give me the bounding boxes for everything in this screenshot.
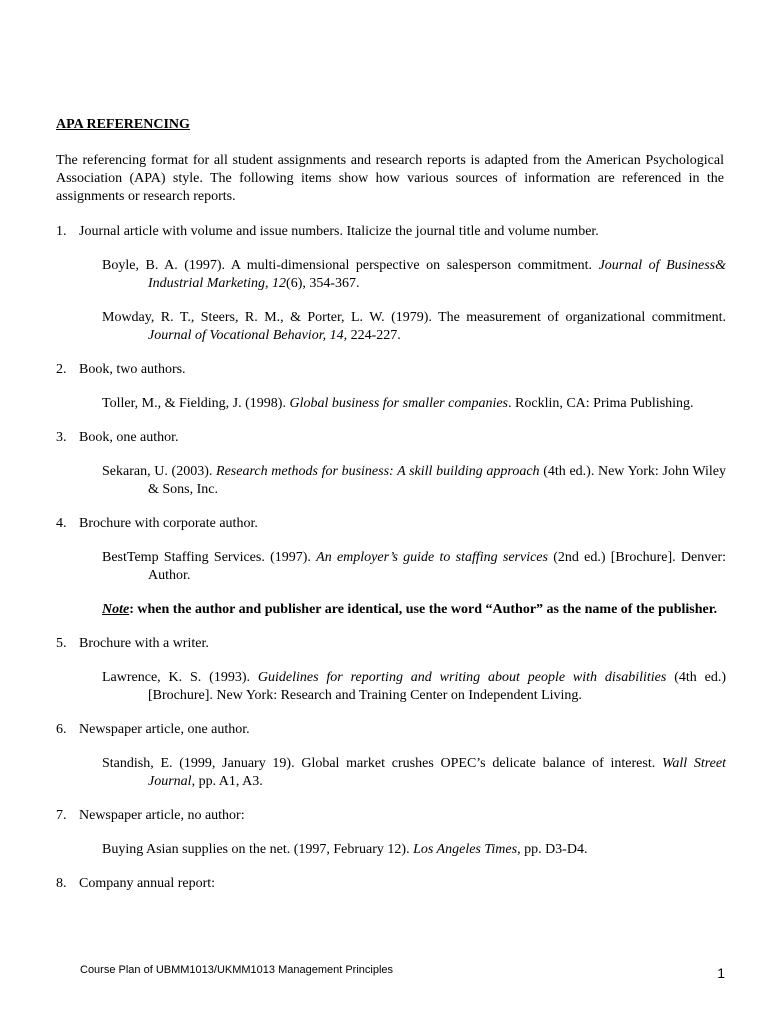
list-item bbox=[56, 635, 726, 705]
item-number: 6. bbox=[56, 722, 67, 737]
footer-course: Course Plan of UBMM1013/UKMM1013 Management Principles bbox=[80, 964, 394, 976]
list-item bbox=[56, 807, 726, 859]
page-footer bbox=[80, 964, 725, 981]
list-item bbox=[56, 223, 726, 345]
reference-entry: Buying Asian supplies on the net. (1997, February 12). Los Angeles Times, pp. D3-D4. bbox=[102, 842, 588, 857]
reference-entry: Standish, E. (1999, January 19). Global market crushes OPEC’s delicate balance of interest. Wall Street Journal, pp. A1, A3. bbox=[102, 756, 726, 789]
list-item bbox=[56, 429, 726, 499]
reference-entry: Lawrence, K. S. (1993). Guidelines for reporting and writing about people with disabilities (4th ed.) [Brochure]. New York: Research and Training Center on Independent Living. bbox=[102, 670, 726, 703]
note bbox=[102, 601, 726, 619]
item-title: Newspaper article, no author: bbox=[79, 808, 245, 823]
reference-entry: Toller, M., & Fielding, J. (1998). Global business for smaller companies. Rocklin, CA: Prima Publishing. bbox=[102, 396, 694, 411]
item-title: Company annual report: bbox=[79, 876, 216, 891]
item-title: Book, two authors. bbox=[79, 362, 186, 377]
item-title: Brochure with a writer. bbox=[79, 636, 209, 651]
item-number: 4. bbox=[56, 516, 67, 531]
list-item bbox=[56, 361, 726, 413]
list-item bbox=[56, 875, 726, 893]
item-title: Brochure with corporate author. bbox=[79, 516, 258, 531]
reference-entry: Mowday, R. T., Steers, R. M., & Porter, L. W. (1979). The measurement of organizational commitment. Journal of Vocational Behavior, 14, 224-227. bbox=[102, 310, 726, 343]
item-number: 3. bbox=[56, 430, 67, 445]
reference-entry: Sekaran, U. (2003). Research methods for business: A skill building approach (4th ed.). New York: John Wiley & Sons, Inc. bbox=[102, 464, 726, 497]
reference-entry: Boyle, B. A. (1997). A multi-dimensional perspective on salesperson commitment. Journal of Business& Industrial Marketing, 12(6), 354-367. bbox=[102, 258, 726, 291]
item-number: 2. bbox=[56, 362, 67, 377]
reference-list bbox=[56, 223, 726, 909]
item-number: 1. bbox=[56, 224, 67, 239]
list-item bbox=[56, 515, 726, 619]
note-text: : when the author and publisher are identical, use the word “Author” as the name of the publisher. bbox=[129, 602, 718, 617]
item-number: 7. bbox=[56, 808, 67, 823]
intro-paragraph: The referencing format for all student assignments and research reports is adapted from the American Psychological Association (APA) style. The following items show how various sources of information are referenced in the assignments or research reports. bbox=[56, 153, 724, 204]
item-title: Book, one author. bbox=[79, 430, 179, 445]
reference-entry: BestTemp Staffing Services. (1997). An employer’s guide to staffing services (2nd ed.) [Brochure]. Denver: Author. bbox=[102, 550, 727, 583]
note-label: Note bbox=[102, 602, 130, 617]
page-title: APA REFERENCING bbox=[56, 117, 190, 132]
item-title: Journal article with volume and issue numbers. Italicize the journal title and volume number. bbox=[79, 224, 599, 239]
item-number: 8. bbox=[56, 876, 67, 891]
page-number: 1 bbox=[717, 965, 725, 981]
list-item bbox=[56, 721, 726, 791]
item-title: Newspaper article, one author. bbox=[79, 722, 250, 737]
item-number: 5. bbox=[56, 636, 67, 651]
